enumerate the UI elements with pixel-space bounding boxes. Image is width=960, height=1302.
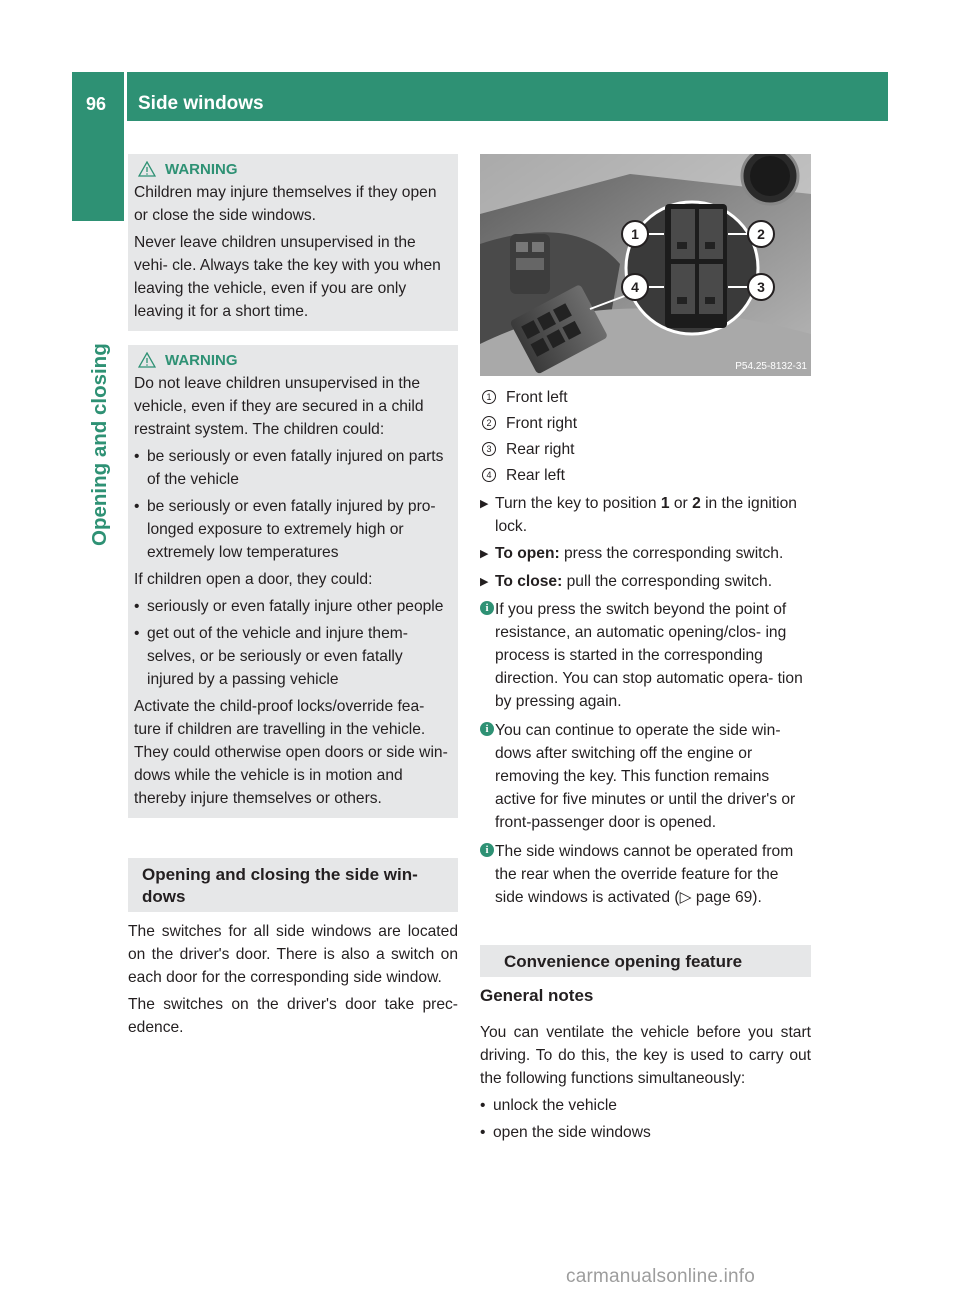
legend-number: 1 — [482, 390, 496, 404]
list-item: • be seriously or even fatally injured on parts of the vehicle — [134, 445, 450, 491]
warning-triangle-icon — [138, 161, 156, 177]
list-item: • get out of the vehicle and injure them- selves, or be seriously or even fatally injured by a passing vehicle — [134, 622, 450, 691]
body-paragraph: You can ventilate the vehicle before you start driving. To do this, the key is used to carry out the following functions simultaneously: — [480, 1024, 811, 1087]
side-tab-label: Opening and closing — [88, 343, 111, 546]
info-note — [480, 840, 811, 909]
list-item-text: open the side windows — [493, 1124, 651, 1141]
warning-title: WARNING — [165, 160, 238, 178]
body-paragraph: The switches on the driver's door take prec- edence. — [128, 996, 458, 1036]
legend-item — [480, 384, 811, 410]
legend-number: 4 — [482, 468, 496, 482]
legend-number: 3 — [482, 442, 496, 456]
subsection-heading: General notes — [480, 986, 594, 1005]
legend-item — [480, 410, 811, 436]
list-item-text: be seriously or even fatally injured by pro- longed exposure to extremely high or extremely low temperatures — [147, 498, 436, 561]
list-item-text: be seriously or even fatally injured on parts of the vehicle — [147, 448, 444, 488]
warning-text: Activate the child-proof locks/override fea- ture if children are travelling in the vehicle. They could otherwise open doors or side win- dows while the vehicle is in motion and thereby injure themselves or others. — [134, 698, 448, 807]
legend-item — [480, 436, 811, 462]
list-item-text: unlock the vehicle — [493, 1097, 617, 1114]
step-text: Turn the key to position 1 or 2 in the ignition lock. — [495, 495, 797, 535]
legend-label: Front left — [506, 388, 568, 406]
callout-3 — [748, 274, 774, 300]
legend-number: 2 — [482, 416, 496, 430]
figure-caption: P54.25-8132-31 — [735, 361, 807, 372]
instruction-step — [480, 492, 811, 538]
list-item-text: seriously or even fatally injure other people — [147, 598, 444, 615]
section-heading-box — [128, 858, 458, 912]
page-title: Side windows — [138, 93, 264, 114]
section-heading: Convenience opening feature — [504, 952, 743, 971]
info-icon: i — [480, 843, 494, 857]
callout-4 — [622, 274, 648, 300]
side-tab — [84, 320, 114, 570]
section-heading-box — [480, 945, 811, 977]
list-item: • be seriously or even fatally injured by pro- longed exposure to extremely high or extremely low temperatures — [134, 495, 450, 564]
window-switch-figure — [480, 154, 811, 376]
side-tab-block — [72, 121, 124, 221]
info-note — [480, 719, 811, 834]
legend-item — [480, 462, 811, 488]
body-paragraph: The switches for all side windows are located on the driver's door. There is also a switch on each door for the corresponding side window. — [128, 923, 458, 986]
legend-label: Rear right — [506, 440, 575, 458]
info-text: The side windows cannot be operated from the rear when the override feature for the side windows is activated (▷ page 69). — [495, 843, 794, 906]
callout-label: 4 — [631, 279, 639, 295]
instruction-step — [480, 542, 811, 566]
watermark: carmanualsonline.info — [566, 1266, 756, 1287]
header-title-box — [127, 72, 888, 121]
instruction-step — [480, 570, 811, 594]
step-arrow-icon: ▶ — [480, 576, 489, 588]
warning-box-1 — [128, 154, 458, 331]
step-text: To close: pull the corresponding switch. — [495, 573, 773, 590]
right-column — [480, 154, 811, 1148]
warning-text: If children open a door, they could: — [134, 571, 373, 588]
page-number-box — [72, 72, 124, 121]
warning-text: Never leave children unsupervised in the vehi- cle. Always take the key with you when leaving the vehicle, even if you are only leaving it for a short time. — [134, 234, 441, 320]
left-column — [128, 154, 458, 1043]
callout-1 — [622, 221, 648, 247]
warning-triangle-icon — [138, 352, 156, 368]
step-text: To open: press the corresponding switch. — [495, 545, 784, 562]
info-icon: i — [480, 722, 494, 736]
callout-label: 1 — [631, 226, 639, 242]
warning-heading — [134, 157, 450, 181]
callout-2 — [748, 221, 774, 247]
list-item-text: get out of the vehicle and injure them- selves, or be seriously or even fatally injured by a passing vehicle — [147, 625, 408, 688]
step-arrow-icon: ▶ — [480, 548, 489, 560]
step-arrow-icon: ▶ — [480, 498, 489, 510]
info-note — [480, 598, 811, 713]
list-item: • open the side windows — [480, 1121, 811, 1144]
callout-label: 2 — [757, 226, 765, 242]
warning-title: WARNING — [165, 351, 238, 369]
list-item: • unlock the vehicle — [480, 1094, 811, 1117]
list-item: • seriously or even fatally injure other people — [134, 595, 450, 618]
warning-heading — [134, 348, 450, 372]
page-header — [72, 72, 888, 121]
info-text: You can continue to operate the side win- dows after switching off the engine or removing the key. This function remains active for five minutes or until the driver's or front-passenger door is opened. — [495, 722, 796, 831]
warning-text: Children may injure themselves if they open or close the side windows. — [134, 184, 437, 224]
door-panel-photo — [480, 154, 811, 376]
legend-label: Rear left — [506, 466, 565, 484]
warning-box-2 — [128, 345, 458, 818]
page-number: 96 — [86, 94, 107, 114]
section-heading: Opening and closing the side win- dows — [142, 865, 418, 906]
legend-label: Front right — [506, 414, 578, 432]
info-icon: i — [480, 601, 494, 615]
warning-text: Do not leave children unsupervised in the vehicle, even if they are secured in a child restraint system. The children could: — [134, 375, 424, 438]
callout-label: 3 — [757, 279, 765, 295]
info-text: If you press the switch beyond the point of resistance, an automatic opening/clos- ing process is started in the corresponding direction. You can stop automatic opera- tion by pressing again. — [495, 601, 803, 710]
